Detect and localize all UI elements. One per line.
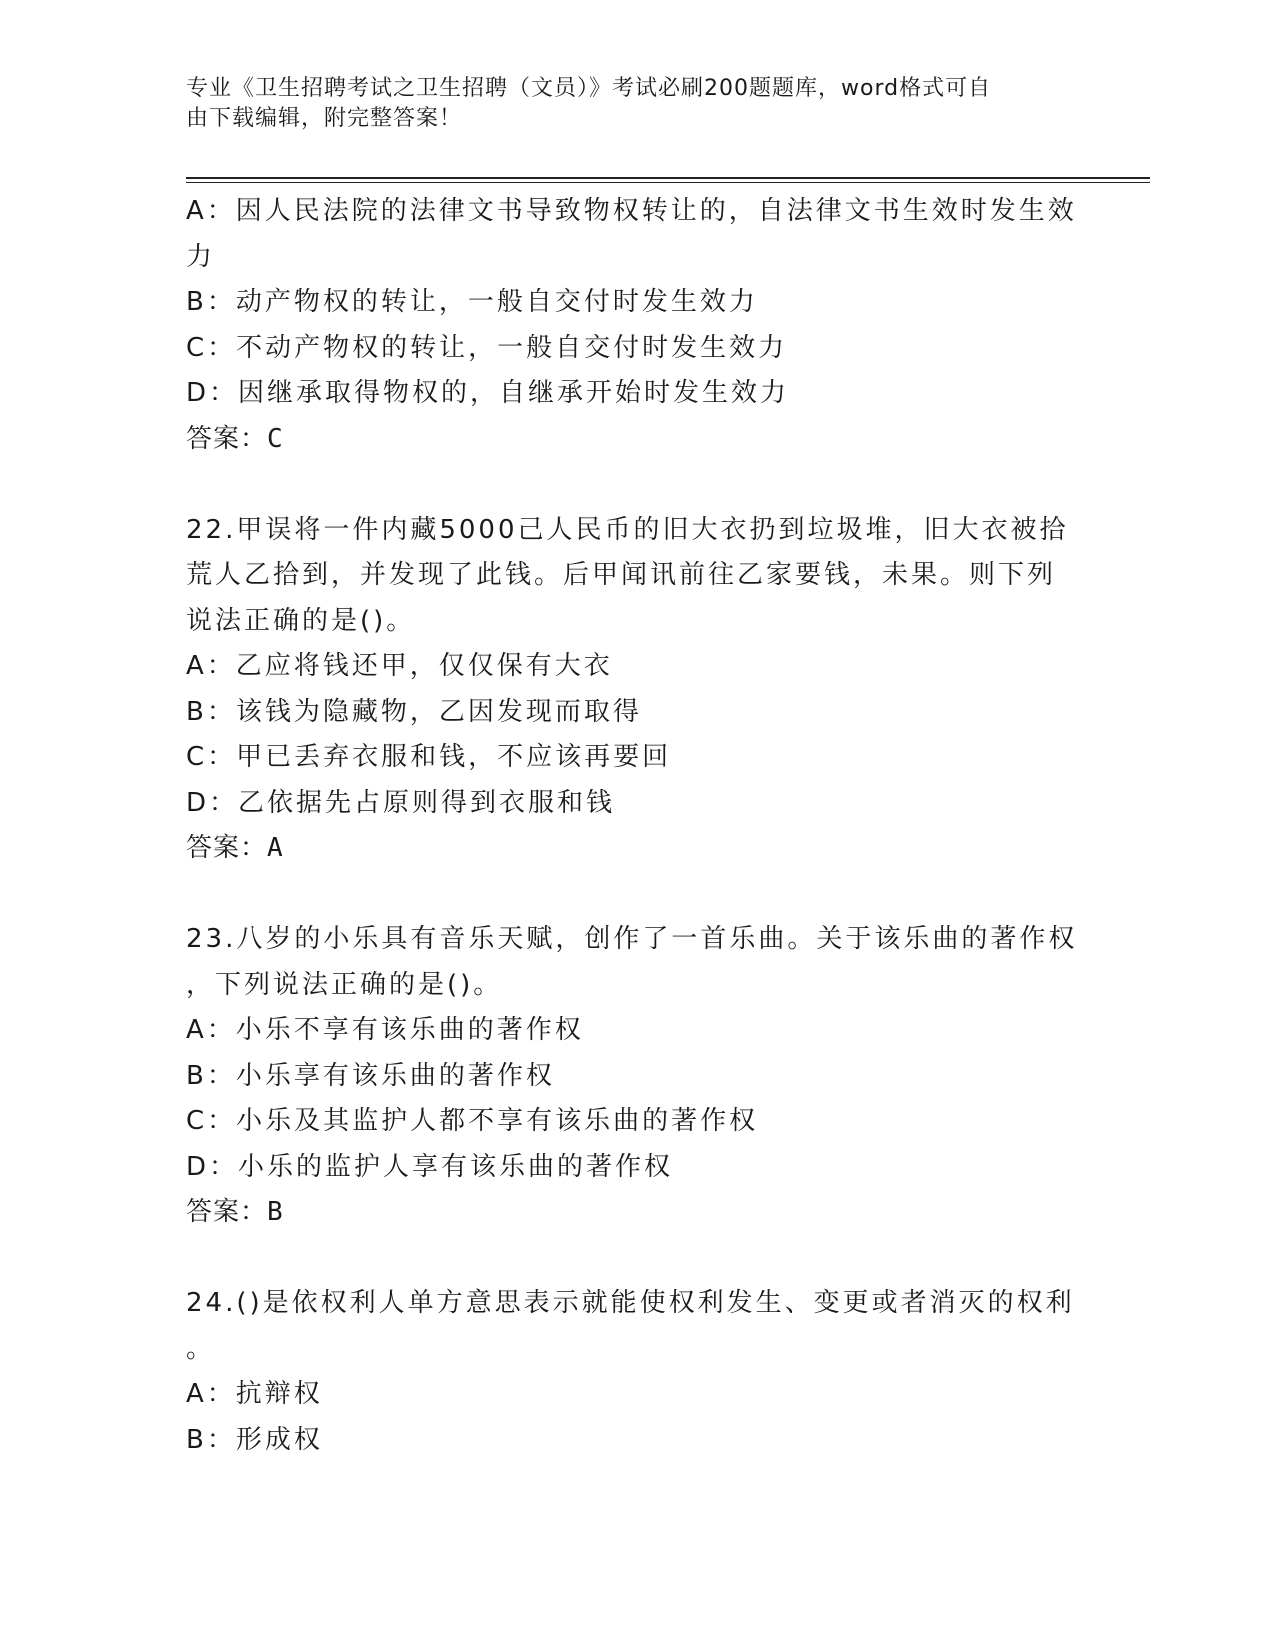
- document-header: [186, 74, 1066, 134]
- answer: 答案：B: [186, 1197, 284, 1227]
- option-a-line-2: 力: [186, 241, 216, 272]
- option-b: B：动产物权的转让，一般自交付时发生效力: [186, 287, 758, 317]
- header-line-1: 专业《卫生招聘考试之卫生招聘（文员）》考试必刷200题题库，word格式可自: [186, 76, 992, 101]
- header-divider-thin: [186, 182, 1150, 183]
- option-d: D：因继承取得物权的，自继承开始时发生效力: [186, 378, 790, 408]
- option-a: A：乙应将钱还甲，仅仅保有大衣: [186, 651, 613, 681]
- question-21: [186, 189, 1086, 462]
- header-divider-thick: [186, 177, 1150, 179]
- question-spacer: [186, 872, 1086, 918]
- answer: 答案：A: [186, 833, 284, 863]
- question-spacer: [186, 462, 1086, 508]
- option-b: B：该钱为隐藏物，乙因发现而取得: [186, 696, 642, 727]
- option-a-line-1: A：因人民法院的法律文书导致物权转让的，自法律文书生效时发生效: [186, 196, 1077, 226]
- option-d: D：乙依据先占原则得到衣服和钱: [186, 787, 616, 818]
- question-22: [186, 508, 1086, 872]
- option-c: C：甲已丢弃衣服和钱，不应该再要回: [186, 742, 672, 772]
- question-spacer: [186, 1236, 1086, 1282]
- option-d: D：小乐的监护人享有该乐曲的著作权: [186, 1151, 674, 1182]
- question-stem-line-2: 荒人乙拾到，并发现了此钱。后甲闻讯前往乙家要钱，未果。则下列: [186, 560, 1057, 590]
- option-b: B：小乐享有该乐曲的著作权: [186, 1060, 555, 1091]
- question-23: [186, 917, 1086, 1236]
- question-stem-line-2: 。: [186, 1333, 216, 1364]
- question-24: [186, 1281, 1086, 1463]
- question-stem-line-2: ，下列说法正确的是()。: [186, 969, 503, 1000]
- question-stem-line-1: 24.()是依权利人单方意思表示就能使权利发生、变更或者消灭的权利: [186, 1288, 1075, 1318]
- option-c: C：小乐及其监护人都不享有该乐曲的著作权: [186, 1106, 759, 1136]
- option-a: A：小乐不享有该乐曲的著作权: [186, 1015, 584, 1045]
- option-c: C：不动产物权的转让，一般自交付时发生效力: [186, 332, 788, 363]
- question-stem-line-1: 23.八岁的小乐具有音乐天赋，创作了一首乐曲。关于该乐曲的著作权: [186, 924, 1078, 954]
- option-b: B：形成权: [186, 1424, 323, 1455]
- option-a: A：抗辩权: [186, 1379, 323, 1409]
- header-line-2: 由下载编辑，附完整答案！: [186, 106, 463, 131]
- answer: 答案：C: [186, 423, 284, 454]
- question-stem-line-1: 22.甲误将一件内藏5000己人民币的旧大衣扔到垃圾堆，旧大衣被拾: [186, 514, 1069, 545]
- question-stem-line-3: 说法正确的是()。: [186, 605, 416, 636]
- question-list: [186, 189, 1086, 1463]
